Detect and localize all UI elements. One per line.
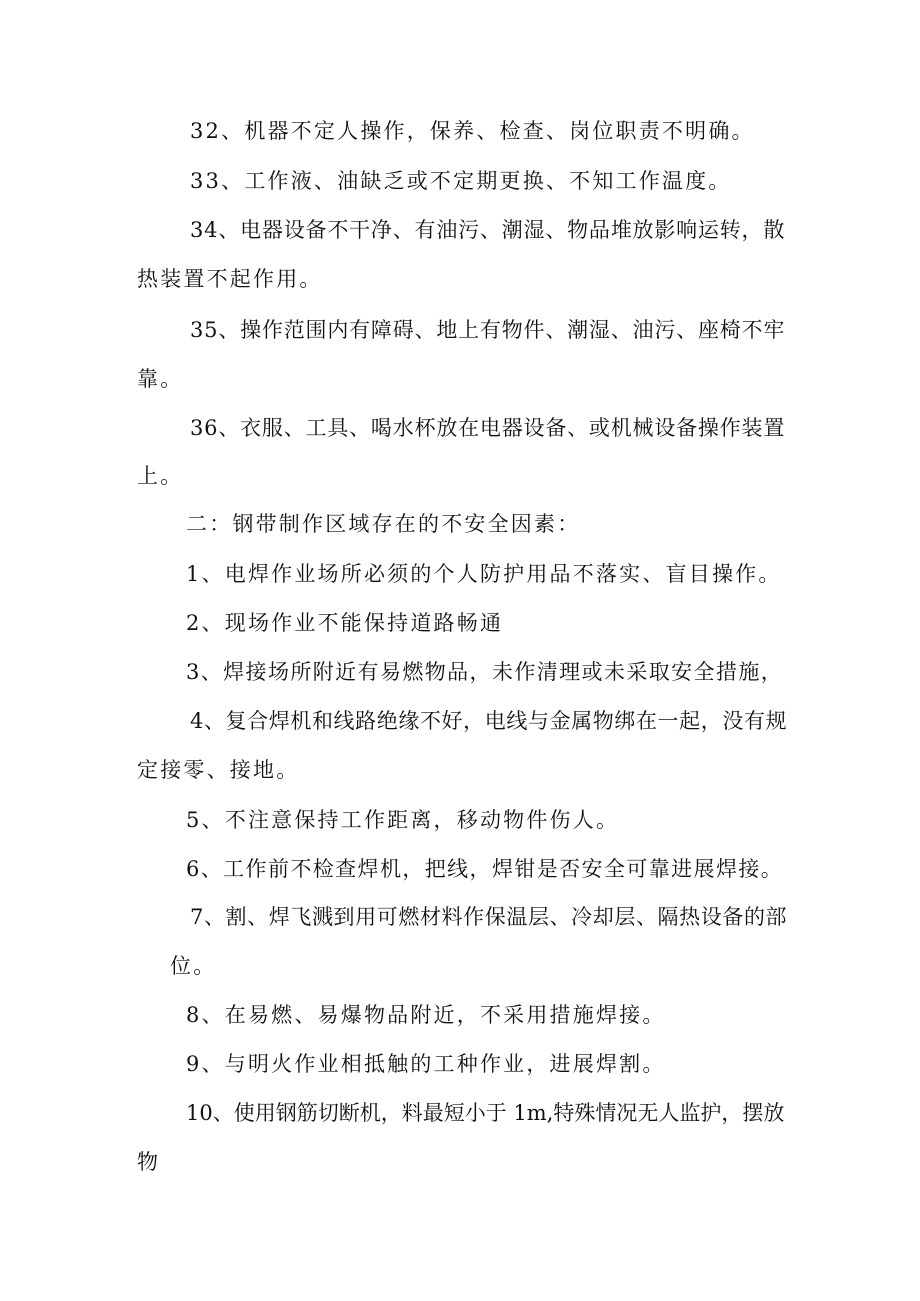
text-line: 34、电器设备不干净、有油污、潮湿、物品堆放影响运转，散 — [190, 218, 786, 242]
text-line: 7、割、焊飞溅到用可燃材料作保温层、冷却层、隔热设备的部 — [190, 905, 788, 929]
text-line: 上。 — [137, 464, 184, 488]
section-heading: 二：钢带制作区域存在的不安全因素： — [186, 512, 581, 536]
text-line: 靠。 — [137, 367, 184, 391]
text-line: 5、不注意保持工作距离，移动物件伤人。 — [186, 808, 620, 832]
text-line: 3、焊接场所附近有易燃物品，未作清理或未采取安全措施， — [186, 660, 784, 684]
text-line: 热装置不起作用。 — [137, 267, 323, 291]
text-line: 位。 — [170, 954, 217, 978]
text-line: 4、复合焊机和线路绝缘不好，电线与金属物绑在一起，没有规 — [190, 709, 788, 733]
text-line: 33、工作液、油缺乏或不定期更换、不知工作温度。 — [190, 169, 732, 193]
text-line: 10、使用钢筋切断机，料最短小于 1m,特殊情况无人监护，摆放 — [186, 1101, 785, 1125]
text-line: 6、工作前不检查焊机，把线，焊钳是否安全可靠进展焊接。 — [186, 857, 784, 881]
text-line: 9、与明火作业相抵触的工种作业，进展焊割。 — [186, 1052, 666, 1076]
text-line: 物 — [137, 1150, 161, 1174]
text-line: 35、操作范围内有障碍、地上有物件、潮湿、油污、座椅不牢 — [190, 318, 786, 342]
text-line: 2、现场作业不能保持道路畅通 — [186, 611, 504, 635]
text-line: 定接零、接地。 — [137, 758, 300, 782]
text-line: 32、机器不定人操作，保养、检查、岗位职责不明确。 — [190, 119, 755, 143]
text-line: 1、电焊作业场所必须的个人防护用品不落实、盲目操作。 — [186, 562, 782, 586]
text-line: 36、衣服、工具、喝水杯放在电器设备、或机械设备操作装置 — [190, 416, 786, 440]
text-line: 8、在易燃、易爆物品附近，不采用措施焊接。 — [186, 1003, 666, 1027]
